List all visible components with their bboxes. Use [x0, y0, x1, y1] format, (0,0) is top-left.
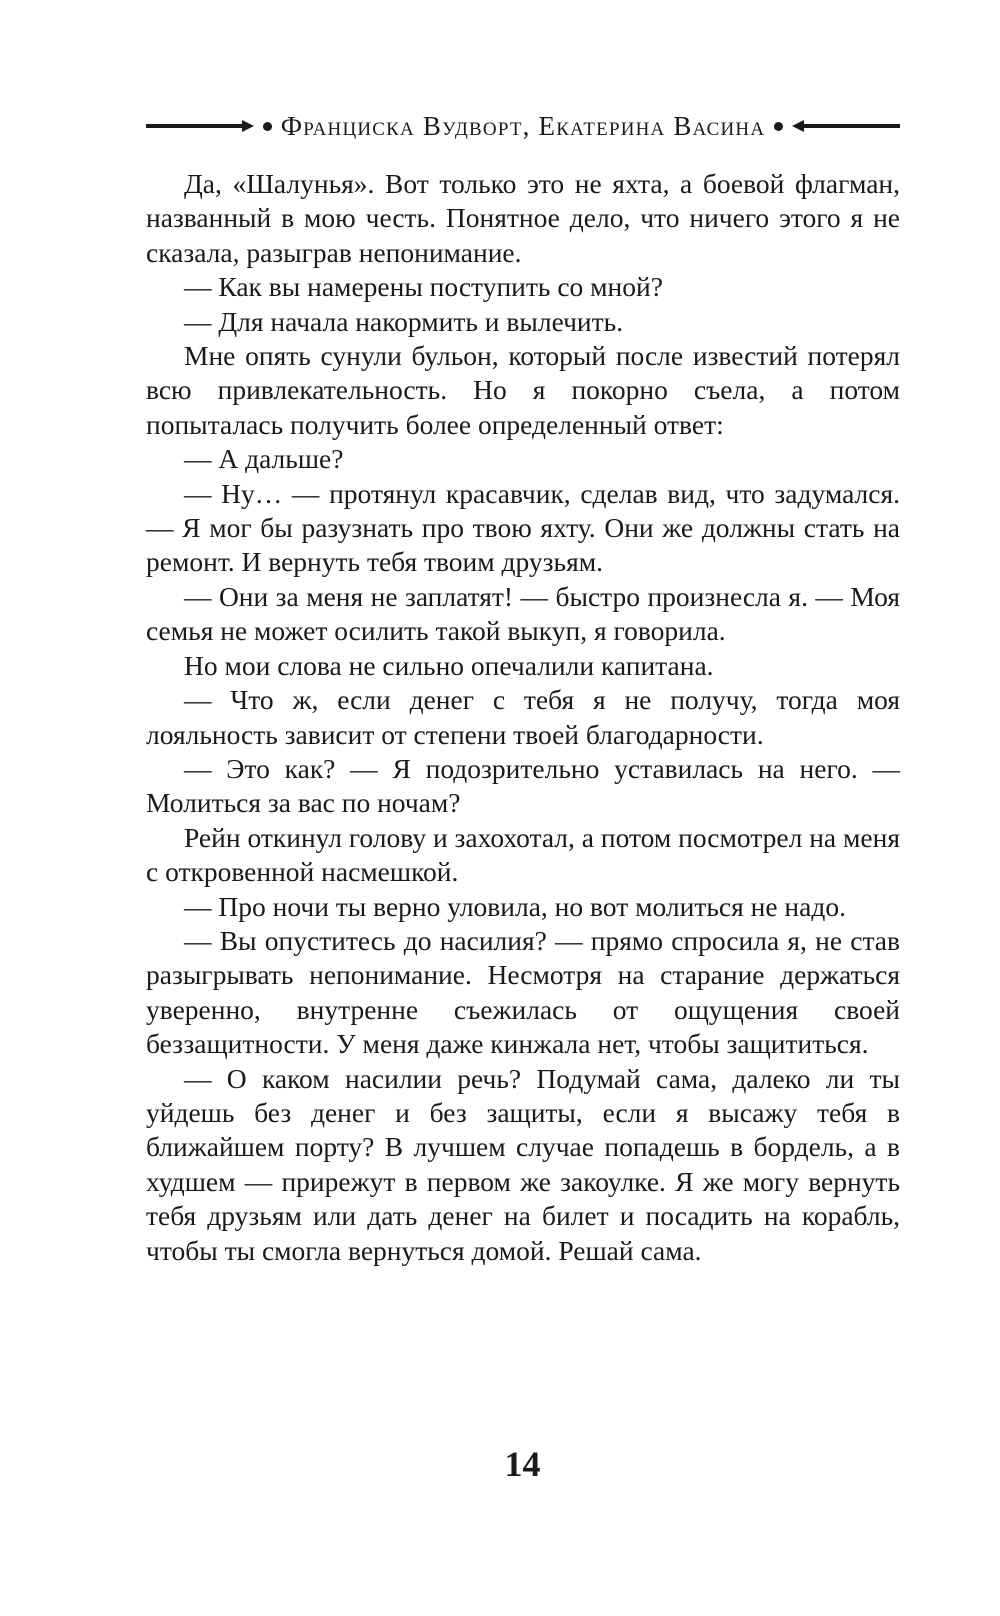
header-arrow-left: [242, 120, 254, 132]
paragraph: Мне опять сунули бульон, который после известий потерял всю привлекательность. Но я покорно съела, а потом попыталась получить более определенный ответ:: [146, 340, 900, 440]
running-header: [146, 112, 900, 140]
paragraph: Рейн откинул голову и захохотал, а потом посмотрел на меня с откровенной насмешкой.: [146, 821, 900, 888]
header-bullet-right: [774, 122, 783, 131]
page-number: 14: [504, 1444, 541, 1484]
paragraph: Да, «Шалунья». Вот только это не яхта, а боевой флагман, названный в мою честь. Понятное дело, что ничего этого я не сказала, разыграв непонимание.: [146, 168, 900, 268]
paragraph: — О каком насилии речь? Подумай сама, далеко ли ты уйдешь без денег и без защиты, если я высажу тебя в ближайшем порту? В лучшем случае попадешь в бордель, а в худшем — прирежут в первом же закоулке. Я же могу вернуть тебя друзьям или дать денег на билет и посадить на корабль, чтобы ты смогла вернуться домой. Решай сама.: [146, 1062, 900, 1266]
header-arrow-right: [792, 120, 804, 132]
paragraph: — Что ж, если денег с тебя я не получу, тогда моя лояльность зависит от степени твоей благодарности.: [146, 684, 900, 750]
paragraph: — Как вы намерены поступить со мной?: [184, 271, 663, 303]
paragraph: — Вы опуститесь до насилия? — прямо спросила я, не став разыгрывать непонимание. Несмотря на старание держаться уверенно, внутренне съежилась от ощущения своей беззащитности. У меня даже кинжала нет, чтобы защититься.: [146, 924, 900, 1060]
paragraph: — Для начала накормить и вылечить.: [184, 305, 624, 337]
header-rule-right: [804, 124, 900, 128]
paragraph: — Они за меня не заплатят! — быстро произнесла я. — Моя семья не может осилить такой выкуп, я говорила.: [146, 580, 900, 647]
paragraph: Но мои слова не сильно опечалили капитана.: [184, 649, 714, 681]
header-authors: Франциска Вудворт, Екатерина Васина: [280, 110, 766, 141]
paragraph: — Это как? — Я подозрительно уставилась на него. — Молиться за вас по ночам?: [146, 752, 900, 819]
body-text: [146, 167, 900, 1268]
paragraph: — Про ночи ты верно уловила, но вот молиться не надо.: [184, 890, 846, 922]
paragraph: — А дальше?: [184, 443, 344, 475]
header-bullet-left: [263, 122, 272, 131]
header-rule-left: [146, 124, 242, 128]
paragraph: — Ну… — протянул красавчик, сделав вид, что задумался. — Я мог бы разузнать про твою яхту. Они же должны стать на ремонт. И вернуть тебя твоим друзьям.: [146, 477, 900, 578]
